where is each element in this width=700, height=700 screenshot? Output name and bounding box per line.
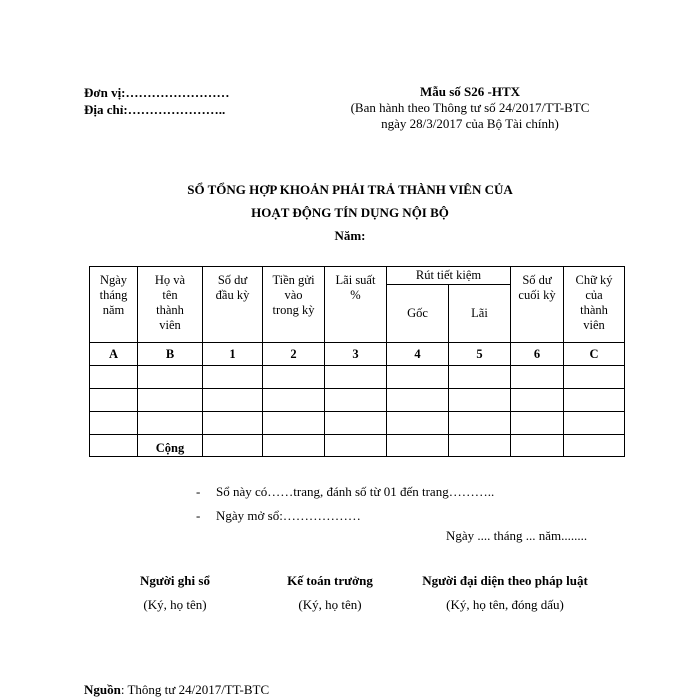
- table-row: [90, 389, 625, 412]
- col-header-withdrawal-principal: Gốc: [387, 285, 449, 343]
- signature-role-legal-representative: Người đại diện theo pháp luật: [422, 573, 588, 588]
- document-title-line-2: HOẠT ĐỘNG TÍN DỤNG NỘI BỘ: [251, 205, 449, 220]
- source-label: Nguồn: [84, 682, 121, 697]
- column-code: 5: [449, 343, 511, 366]
- column-code: A: [90, 343, 138, 366]
- column-code: 1: [203, 343, 263, 366]
- issued-line-1: (Ban hành theo Thông tư số 24/2017/TT-BTC: [350, 100, 590, 115]
- signature-hint-recorder: (Ký, họ tên): [143, 597, 207, 612]
- column-code: 4: [387, 343, 449, 366]
- column-code: 3: [325, 343, 387, 366]
- column-code: 6: [511, 343, 564, 366]
- column-code: C: [564, 343, 625, 366]
- year-label: Năm:: [334, 228, 366, 243]
- col-header-interest-rate: Lãi suất %: [325, 267, 387, 343]
- address-field: Địa chỉ:…………………..: [84, 102, 226, 117]
- source-text: : Thông tư 24/2017/TT-BTC: [120, 682, 270, 697]
- table-row: [90, 366, 625, 389]
- issued-line-2: ngày 28/3/2017 của Bộ Tài chính): [381, 116, 559, 131]
- col-header-member-signature: Chữ ký của thành viên: [564, 267, 625, 343]
- col-header-withdrawal: Rút tiết kiệm: [387, 267, 511, 285]
- bullet-dash: -: [196, 484, 201, 499]
- header-unit-block: [84, 84, 230, 118]
- col-header-deposit: Tiền gửi vào trong kỳ: [263, 267, 325, 343]
- col-header-date: Ngày tháng năm: [90, 267, 138, 343]
- column-code: 2: [263, 343, 325, 366]
- col-header-withdrawal-interest: Lãi: [449, 285, 511, 343]
- note-open-date: - Ngày mở sổ:………………: [196, 505, 361, 527]
- table-row: [90, 412, 625, 435]
- column-code-row: [90, 343, 625, 366]
- col-header-member-name: Họ và tên thành viên: [138, 267, 203, 343]
- signature-role-recorder: Người ghi sổ: [140, 573, 210, 588]
- column-code: B: [138, 343, 203, 366]
- col-header-opening-balance: Số dư đầu kỳ: [203, 267, 263, 343]
- total-row: [90, 435, 625, 457]
- form-reference-block: [330, 84, 610, 132]
- signature-role-chief-accountant: Kế toán trưởng: [287, 573, 373, 588]
- col-header-closing-balance: Số dư cuối kỳ: [511, 267, 564, 343]
- ledger-table: [89, 266, 625, 457]
- bullet-dash: -: [196, 508, 201, 523]
- form-code: Mẫu số S26 -HTX: [419, 84, 521, 99]
- note-pages: - Sổ này có……trang, đánh số từ 01 đến trang………..: [196, 481, 494, 503]
- document-title-line-1: SỔ TỔNG HỢP KHOẢN PHẢI TRẢ THÀNH VIÊN CỦA: [187, 182, 513, 197]
- signature-hint-legal-representative: (Ký, họ tên, đóng dấu): [446, 597, 564, 612]
- source-note: [84, 682, 269, 698]
- date-line: Ngày .... tháng ... năm........: [446, 528, 588, 543]
- signature-hint-chief-accountant: (Ký, họ tên): [298, 597, 362, 612]
- total-label: Cộng: [138, 435, 203, 457]
- unit-field: Đơn vị:……………………: [84, 85, 230, 100]
